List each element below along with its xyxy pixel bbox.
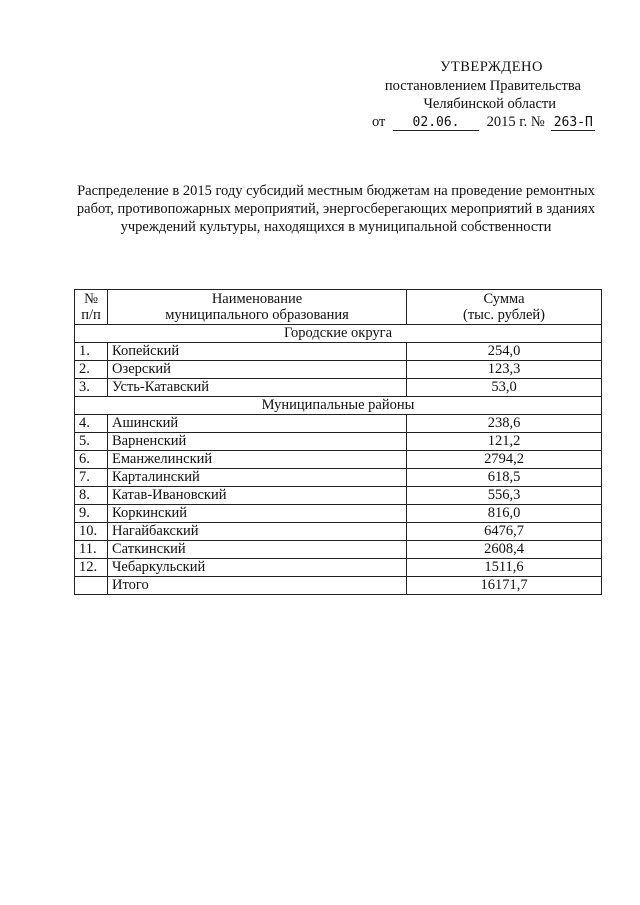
table-row: [75, 433, 602, 451]
row-sum: 556,3: [407, 487, 602, 505]
header-name: Наименование муниципального образования: [108, 290, 407, 325]
row-number: 10.: [75, 523, 108, 541]
row-name: Варненский: [108, 433, 407, 451]
row-name: Катав-Ивановский: [108, 487, 407, 505]
section-row: [75, 325, 602, 343]
header-sum: Сумма (тыс. рублей): [407, 290, 602, 325]
section-title: Муниципальные районы: [75, 397, 602, 415]
row-name: Озерский: [108, 361, 407, 379]
table-row: [75, 505, 602, 523]
table-row: [75, 379, 602, 397]
row-number: 8.: [75, 487, 108, 505]
row-number: 3.: [75, 379, 108, 397]
section-row: [75, 397, 602, 415]
table-row: [75, 487, 602, 505]
approval-date-line: [372, 114, 595, 131]
approval-title: УТВЕРЖДЕНО: [440, 59, 543, 75]
header-no: № п/п: [75, 290, 108, 325]
row-name: Копейский: [108, 343, 407, 361]
row-name: Усть-Катавский: [108, 379, 407, 397]
row-number: 7.: [75, 469, 108, 487]
row-name: Коркинский: [108, 505, 407, 523]
row-sum: 123,3: [407, 361, 602, 379]
approval-date: 02.06.: [393, 115, 479, 131]
approval-year: 2015 г. №: [486, 114, 545, 130]
row-sum: 2608,4: [407, 541, 602, 559]
row-sum: 121,2: [407, 433, 602, 451]
row-number: 6.: [75, 451, 108, 469]
row-sum: 816,0: [407, 505, 602, 523]
total-label: Итого: [108, 577, 407, 595]
row-sum: 618,5: [407, 469, 602, 487]
row-number: 4.: [75, 415, 108, 433]
total-blank-cell: [75, 577, 108, 595]
table-header-row: [75, 290, 602, 325]
table-row: [75, 523, 602, 541]
row-number: 2.: [75, 361, 108, 379]
row-sum: 53,0: [407, 379, 602, 397]
approval-block: [365, 58, 595, 113]
row-name: Чебаркульский: [108, 559, 407, 577]
date-prefix: от: [372, 114, 386, 130]
section-title: Городские округа: [75, 325, 602, 343]
table-row: [75, 343, 602, 361]
document-heading: Распределение в 2015 году субсидий местным бюджетам на проведение ремонтных работ, противопожарных мероприятий, энергосберегающих мероприятий в зданиях учреждений культуры, находящихся в муниципальной собственности: [76, 183, 596, 235]
row-sum: 1511,6: [407, 559, 602, 577]
approval-line-1: постановлением Правительства: [384, 78, 581, 94]
row-name: Ашинский: [108, 415, 407, 433]
approval-number: 263-П: [551, 115, 595, 131]
subsidy-table: [74, 289, 602, 595]
row-number: 12.: [75, 559, 108, 577]
table-row: [75, 541, 602, 559]
row-number: 5.: [75, 433, 108, 451]
total-sum: 16171,7: [407, 577, 602, 595]
row-sum: 238,6: [407, 415, 602, 433]
row-name: Карталинский: [108, 469, 407, 487]
row-sum: 254,0: [407, 343, 602, 361]
total-row: [75, 577, 602, 595]
row-sum: 2794,2: [407, 451, 602, 469]
row-name: Еманжелинский: [108, 451, 407, 469]
table-row: [75, 361, 602, 379]
table-row: [75, 415, 602, 433]
row-name: Нагайбакский: [108, 523, 407, 541]
table-row: [75, 451, 602, 469]
row-sum: 6476,7: [407, 523, 602, 541]
row-number: 1.: [75, 343, 108, 361]
table-row: [75, 469, 602, 487]
approval-line-2: Челябинской области: [423, 96, 556, 112]
table-row: [75, 559, 602, 577]
row-number: 9.: [75, 505, 108, 523]
row-name: Саткинский: [108, 541, 407, 559]
row-number: 11.: [75, 541, 108, 559]
